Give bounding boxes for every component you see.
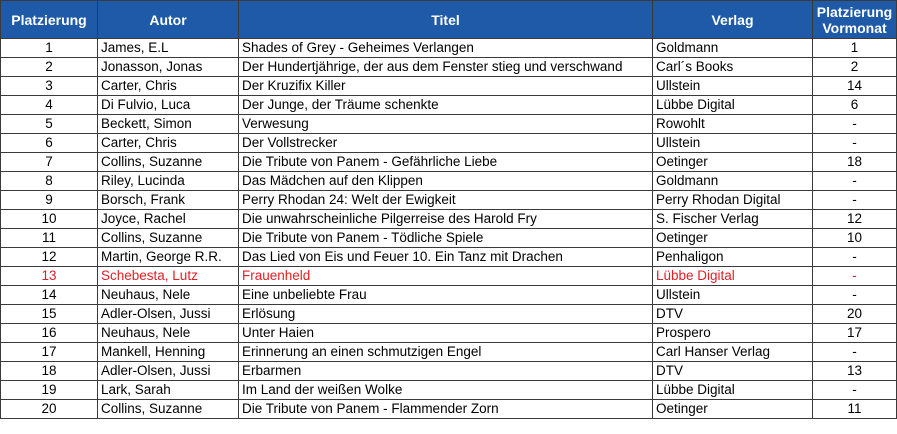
- cell-publisher: Ullstein: [653, 134, 813, 153]
- header-row: [1, 1, 897, 39]
- cell-rank: 19: [1, 381, 98, 400]
- cell-title: Perry Rhodan 24: Welt der Ewigkeit: [239, 191, 653, 210]
- table-header: [1, 1, 897, 39]
- cell-previous-rank: -: [813, 134, 897, 153]
- cell-previous-rank: 12: [813, 210, 897, 229]
- table-row: [1, 172, 897, 191]
- cell-publisher: Ullstein: [653, 286, 813, 305]
- cell-publisher: Lübbe Digital: [653, 381, 813, 400]
- cell-publisher: Penhaligon: [653, 248, 813, 267]
- cell-title: Unter Haien: [239, 324, 653, 343]
- cell-author: Martin, George R.R.: [98, 248, 239, 267]
- cell-title: Erbarmen: [239, 362, 653, 381]
- cell-author: Collins, Suzanne: [98, 229, 239, 248]
- cell-publisher: Oetinger: [653, 400, 813, 419]
- cell-title: Verwesung: [239, 115, 653, 134]
- cell-author: Di Fulvio, Luca: [98, 96, 239, 115]
- table-row: [1, 210, 897, 229]
- cell-previous-rank: -: [813, 248, 897, 267]
- header-publisher: Verlag: [653, 1, 813, 39]
- table-row: [1, 343, 897, 362]
- cell-rank: 12: [1, 248, 98, 267]
- cell-previous-rank: 13: [813, 362, 897, 381]
- header-author: Autor: [98, 1, 239, 39]
- table-row: [1, 324, 897, 343]
- cell-previous-rank: 6: [813, 96, 897, 115]
- cell-author: Carter, Chris: [98, 134, 239, 153]
- cell-title: Das Mädchen auf den Klippen: [239, 172, 653, 191]
- cell-rank: 9: [1, 191, 98, 210]
- cell-title: Eine unbeliebte Frau: [239, 286, 653, 305]
- cell-publisher: Carl´s Books: [653, 58, 813, 77]
- cell-title: Erlösung: [239, 305, 653, 324]
- table-row: [1, 381, 897, 400]
- cell-previous-rank: -: [813, 286, 897, 305]
- cell-title: Die Tribute von Panem - Flammender Zorn: [239, 400, 653, 419]
- cell-previous-rank: 20: [813, 305, 897, 324]
- cell-previous-rank: -: [813, 267, 897, 286]
- header-previous-rank-line1: Platzierung: [816, 3, 893, 20]
- cell-author: Lark, Sarah: [98, 381, 239, 400]
- cell-author: Neuhaus, Nele: [98, 324, 239, 343]
- cell-rank: 17: [1, 343, 98, 362]
- table-row: [1, 286, 897, 305]
- cell-title: Erinnerung an einen schmutzigen Engel: [239, 343, 653, 362]
- header-rank: Platzierung: [1, 1, 98, 39]
- cell-publisher: Oetinger: [653, 229, 813, 248]
- cell-publisher: Ullstein: [653, 77, 813, 96]
- header-title: Titel: [239, 1, 653, 39]
- cell-title: Frauenheld: [239, 267, 653, 286]
- cell-author: Jonasson, Jonas: [98, 58, 239, 77]
- header-previous-rank: [813, 1, 897, 39]
- cell-publisher: DTV: [653, 362, 813, 381]
- table-row: [1, 58, 897, 77]
- cell-title: Der Hundertjährige, der aus dem Fenster stieg und verschwand: [239, 58, 653, 77]
- cell-title: Das Lied von Eis und Feuer 10. Ein Tanz mit Drachen: [239, 248, 653, 267]
- table-row: [1, 400, 897, 419]
- cell-previous-rank: -: [813, 343, 897, 362]
- cell-publisher: Goldmann: [653, 39, 813, 58]
- cell-author: Carter, Chris: [98, 77, 239, 96]
- header-previous-rank-line2: Vormonat: [822, 19, 887, 36]
- cell-publisher: Perry Rhodan Digital: [653, 191, 813, 210]
- cell-previous-rank: 17: [813, 324, 897, 343]
- table-row: [1, 153, 897, 172]
- cell-title: Die unwahrscheinliche Pilgerreise des Harold Fry: [239, 210, 653, 229]
- table-row: [1, 362, 897, 381]
- table-row: [1, 305, 897, 324]
- cell-previous-rank: 18: [813, 153, 897, 172]
- cell-previous-rank: 11: [813, 400, 897, 419]
- table-row: [1, 39, 897, 58]
- cell-rank: 13: [1, 267, 98, 286]
- table-row: [1, 134, 897, 153]
- cell-title: Shades of Grey - Geheimes Verlangen: [239, 39, 653, 58]
- cell-previous-rank: 1: [813, 39, 897, 58]
- cell-previous-rank: -: [813, 172, 897, 191]
- cell-rank: 16: [1, 324, 98, 343]
- cell-rank: 3: [1, 77, 98, 96]
- cell-author: Schebesta, Lutz: [98, 267, 239, 286]
- cell-author: Beckett, Simon: [98, 115, 239, 134]
- table-row: [1, 267, 897, 286]
- cell-rank: 1: [1, 39, 98, 58]
- cell-previous-rank: -: [813, 115, 897, 134]
- cell-publisher: Prospero: [653, 324, 813, 343]
- cell-author: Collins, Suzanne: [98, 400, 239, 419]
- cell-rank: 10: [1, 210, 98, 229]
- table-body: [1, 39, 897, 419]
- table-row: [1, 191, 897, 210]
- cell-rank: 7: [1, 153, 98, 172]
- cell-author: Borsch, Frank: [98, 191, 239, 210]
- cell-publisher: DTV: [653, 305, 813, 324]
- cell-previous-rank: 10: [813, 229, 897, 248]
- cell-author: James, E.L: [98, 39, 239, 58]
- cell-publisher: Lübbe Digital: [653, 267, 813, 286]
- table-row: [1, 229, 897, 248]
- cell-author: Adler-Olsen, Jussi: [98, 305, 239, 324]
- cell-publisher: Carl Hanser Verlag: [653, 343, 813, 362]
- cell-previous-rank: -: [813, 191, 897, 210]
- cell-title: Im Land der weißen Wolke: [239, 381, 653, 400]
- cell-publisher: S. Fischer Verlag: [653, 210, 813, 229]
- table-row: [1, 115, 897, 134]
- cell-author: Mankell, Henning: [98, 343, 239, 362]
- cell-author: Neuhaus, Nele: [98, 286, 239, 305]
- cell-title: Die Tribute von Panem - Tödliche Spiele: [239, 229, 653, 248]
- cell-rank: 8: [1, 172, 98, 191]
- cell-rank: 18: [1, 362, 98, 381]
- cell-publisher: Rowohlt: [653, 115, 813, 134]
- cell-title: Die Tribute von Panem - Gefährliche Liebe: [239, 153, 653, 172]
- cell-previous-rank: 2: [813, 58, 897, 77]
- table-row: [1, 96, 897, 115]
- cell-author: Joyce, Rachel: [98, 210, 239, 229]
- cell-author: Riley, Lucinda: [98, 172, 239, 191]
- cell-rank: 6: [1, 134, 98, 153]
- table-row: [1, 77, 897, 96]
- cell-rank: 5: [1, 115, 98, 134]
- cell-publisher: Oetinger: [653, 153, 813, 172]
- cell-rank: 14: [1, 286, 98, 305]
- cell-rank: 20: [1, 400, 98, 419]
- cell-title: Der Kruzifix Killer: [239, 77, 653, 96]
- cell-title: Der Junge, der Träume schenkte: [239, 96, 653, 115]
- cell-rank: 2: [1, 58, 98, 77]
- cell-publisher: Lübbe Digital: [653, 96, 813, 115]
- cell-previous-rank: 14: [813, 77, 897, 96]
- cell-previous-rank: -: [813, 381, 897, 400]
- cell-rank: 15: [1, 305, 98, 324]
- cell-author: Collins, Suzanne: [98, 153, 239, 172]
- cell-rank: 4: [1, 96, 98, 115]
- table-row: [1, 248, 897, 267]
- cell-rank: 11: [1, 229, 98, 248]
- cell-publisher: Goldmann: [653, 172, 813, 191]
- cell-author: Adler-Olsen, Jussi: [98, 362, 239, 381]
- cell-title: Der Vollstrecker: [239, 134, 653, 153]
